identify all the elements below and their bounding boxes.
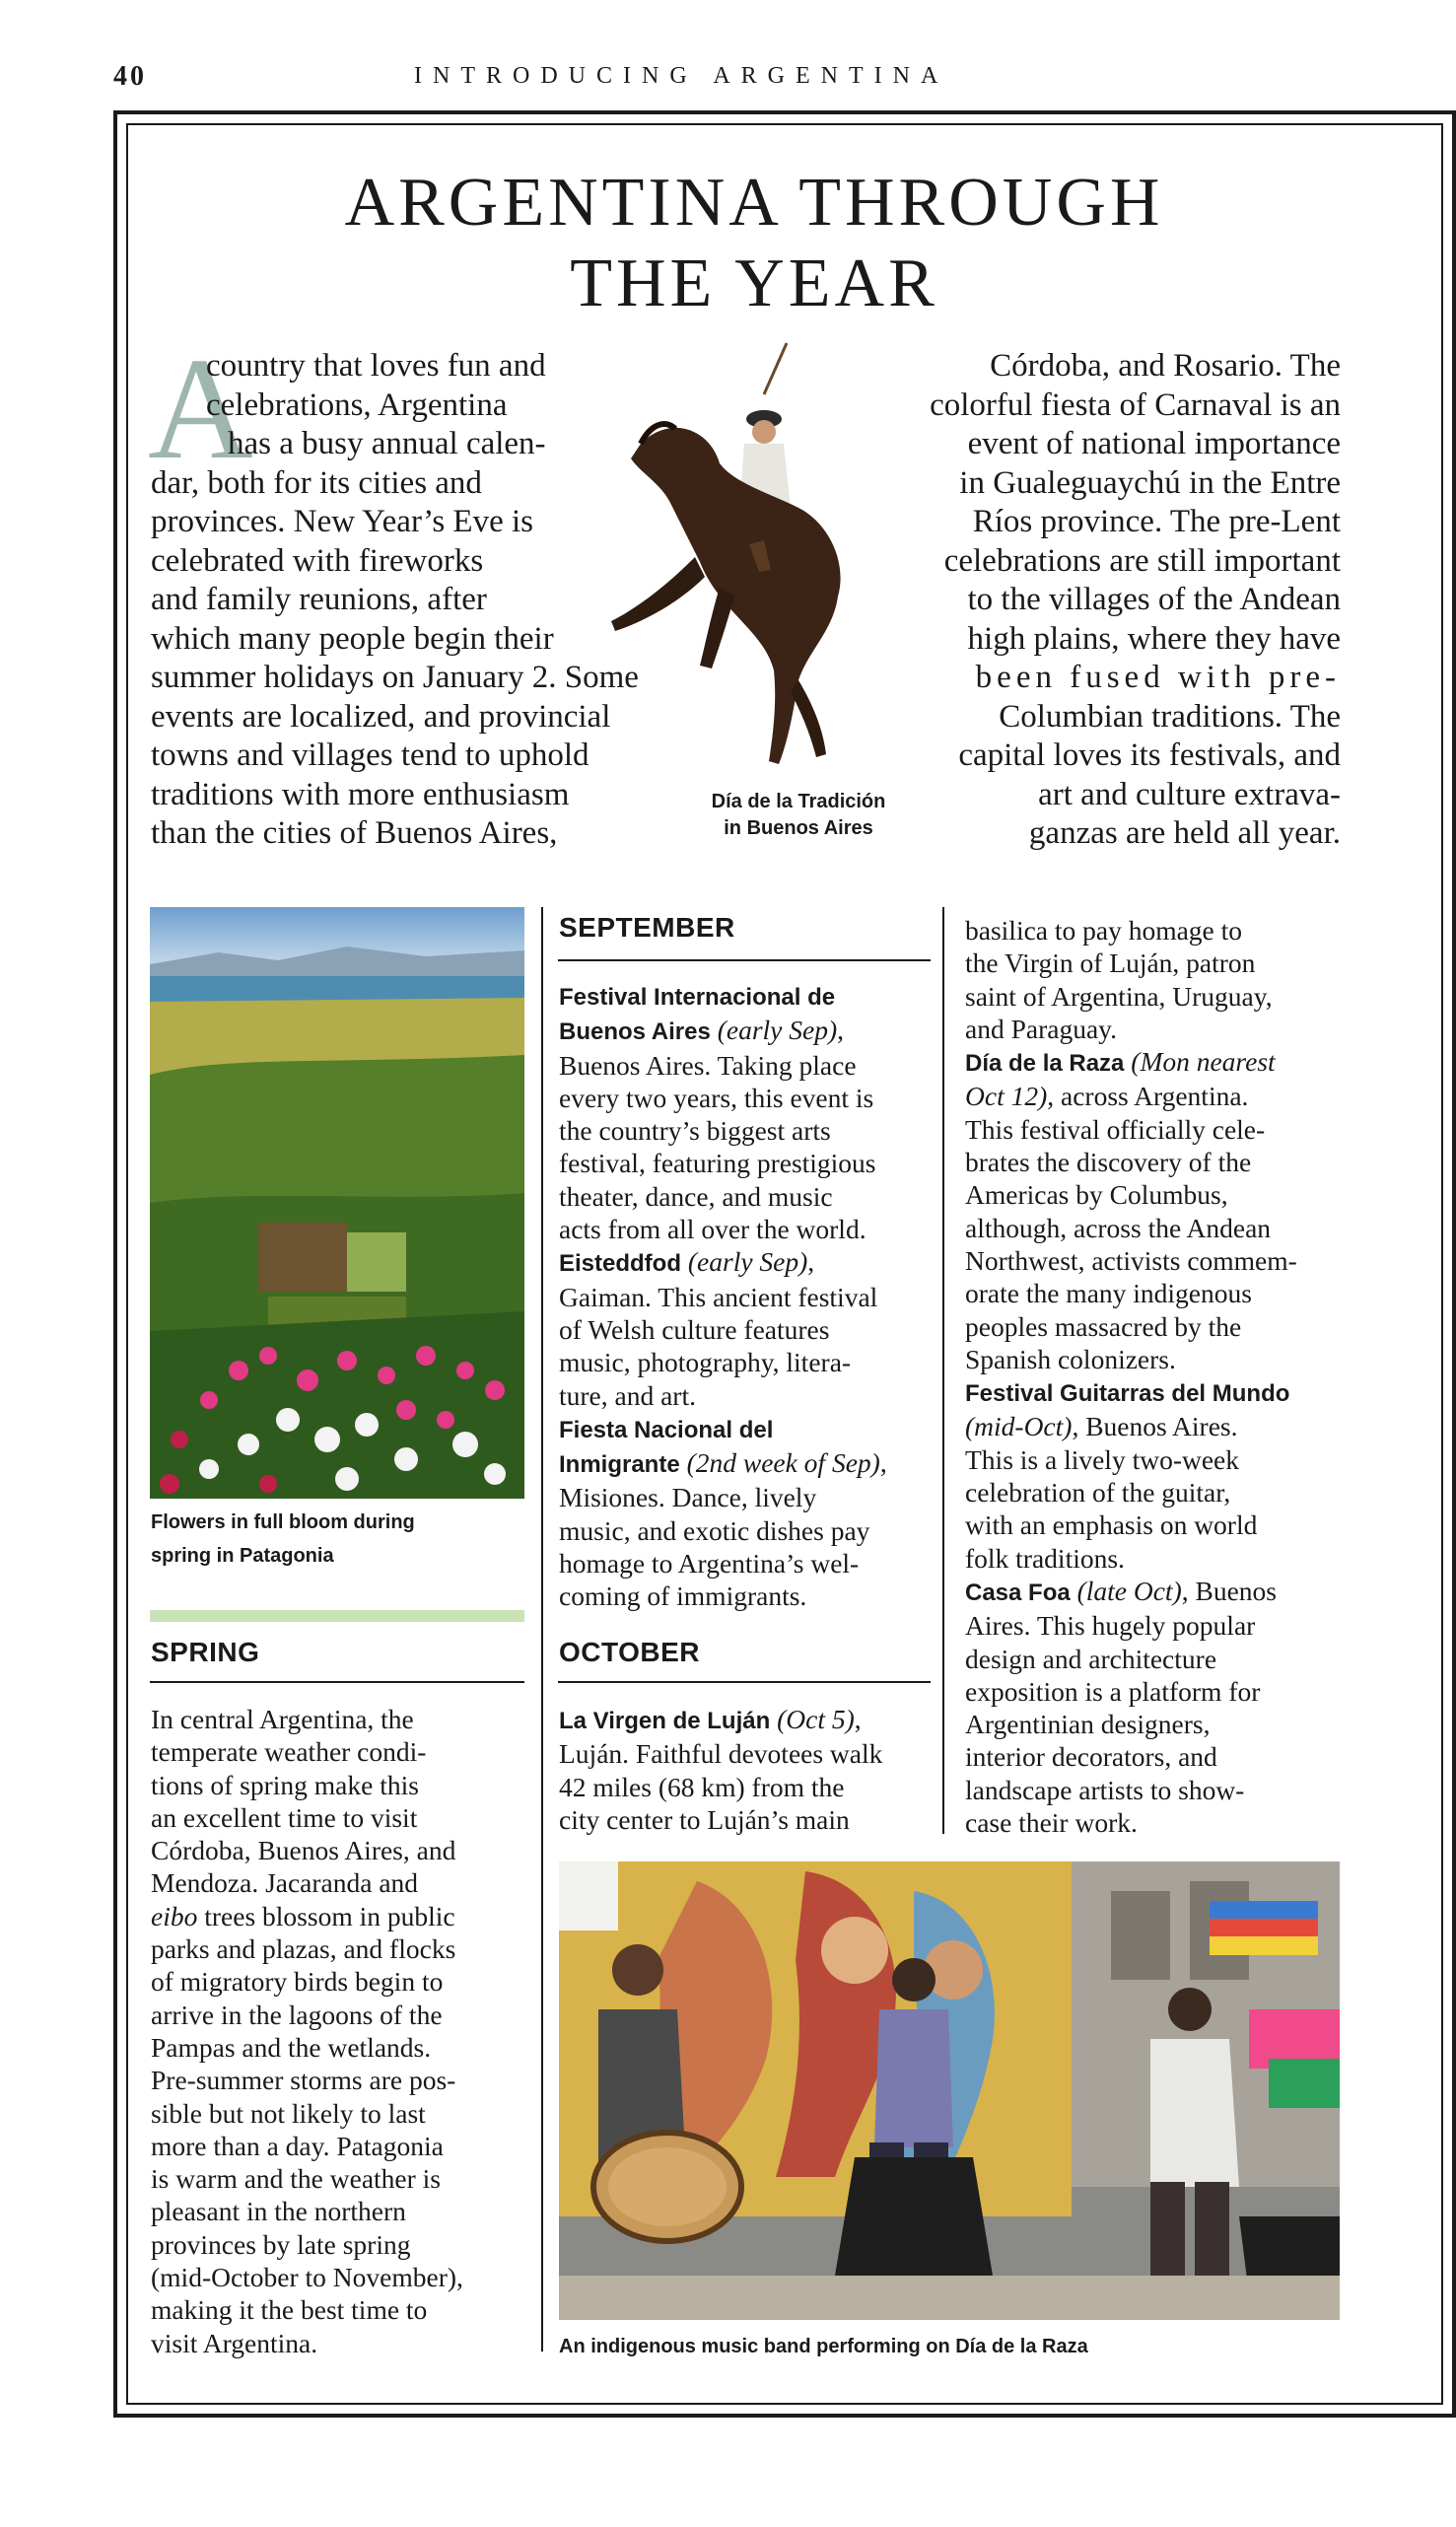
intro-line: in Gualeguaychú in the Entre: [959, 464, 1341, 501]
horse-caption-line: Día de la Tradición: [711, 791, 886, 812]
spring-text: [151, 1703, 535, 2359]
spring-line: pleasant in the northern: [151, 2196, 406, 2227]
spring-line: parks and plazas, and flocks: [151, 1933, 456, 1965]
event-date: (Mon nearest: [1124, 1046, 1276, 1078]
event-punct: ,: [879, 1447, 887, 1479]
spring-line: provinces by late spring: [151, 2228, 411, 2260]
event-date: (mid-Oct): [965, 1411, 1073, 1442]
event-line: of Welsh culture features: [559, 1313, 830, 1345]
spring-line: is warm and the weather is: [151, 2163, 442, 2195]
spring-line: In central Argentina, the: [151, 1704, 414, 1734]
spring-line: of migratory birds begin to: [151, 1966, 444, 1998]
spring-line: arrive in the lagoons of the: [151, 1999, 443, 2030]
music-band-photo: [559, 1861, 1340, 2320]
intro-line: been fused with pre-: [975, 660, 1341, 695]
event-line: Spanish colonizers.: [965, 1343, 1176, 1374]
event-line: saint of Argentina, Uruguay,: [965, 980, 1273, 1012]
event-line: theater, dance, and music: [559, 1180, 833, 1212]
event-punct: ,: [807, 1246, 815, 1278]
intro-line: than the cities of Buenos Aires,: [151, 815, 558, 851]
event-name: Día de la Raza: [965, 1050, 1125, 1078]
event-line: acts from all over the world.: [559, 1214, 867, 1245]
event-line: This festival officially cele-: [965, 1113, 1266, 1145]
event-date: (early Sep): [681, 1246, 808, 1278]
spring-line: tions of spring make this: [151, 1769, 419, 1800]
event-line: brates the discovery of the: [965, 1147, 1252, 1178]
event-name: Fiesta Nacional del: [559, 1416, 774, 1443]
intro-line: colorful fiesta of Carnaval is an: [930, 386, 1341, 423]
event-line: every two years, this event is: [559, 1082, 874, 1113]
intro-line: event of national importance: [967, 426, 1341, 461]
october-text: [559, 1703, 938, 1836]
event-title: [965, 1045, 1340, 1080]
event-date: Oct 12): [965, 1081, 1048, 1112]
heading-rule: [150, 1681, 524, 1683]
event-line: folk traditions.: [965, 1542, 1125, 1574]
event-line: music, photography, litera-: [559, 1347, 852, 1378]
eibo-term: eibo: [151, 1900, 198, 1931]
event-line: festival, featuring prestigious: [559, 1148, 876, 1179]
spring-line: Córdoba, Buenos Aires, and: [151, 1835, 456, 1866]
event-line: ture, and art.: [559, 1379, 696, 1411]
page-number: 40: [113, 61, 147, 92]
spring-line: more than a day. Patagonia: [151, 2130, 444, 2161]
intro-line: Córdoba, and Rosario. The: [990, 348, 1341, 384]
intro-line: provinces. New Year’s Eve is: [151, 504, 533, 539]
flowers-caption: [151, 1506, 525, 1573]
october-heading: OCTOBER: [559, 1637, 700, 1667]
event-punct: ,: [854, 1704, 862, 1734]
event-line: the country’s biggest arts: [559, 1115, 831, 1147]
event-title: [559, 1446, 938, 1481]
event-date: (early Sep): [710, 1015, 838, 1046]
section-accent-bar: [150, 1610, 524, 1622]
intro-line: celebrations are still important: [943, 542, 1341, 579]
event-line: Northwest, activists commem-: [965, 1244, 1297, 1276]
band-caption: An indigenous music band performing on Día de la Raza: [559, 2336, 1088, 2357]
event-line: music, and exotic dishes pay: [559, 1514, 870, 1546]
event-title: [965, 1575, 1340, 1609]
event-line: Luján. Faithful devotees walk: [559, 1738, 883, 1770]
event-title: [559, 1245, 938, 1280]
page-title: [138, 163, 1370, 324]
intro-line: ganzas are held all year.: [1028, 815, 1341, 851]
event-line: Buenos Aires. Taking place: [559, 1049, 857, 1081]
event-line: Aires. This hugely popular: [965, 1610, 1256, 1642]
event-title: [965, 1375, 1340, 1410]
intro-line: celebrated with fireworks: [151, 542, 484, 579]
event-name: La Virgen de Luján: [559, 1708, 771, 1734]
event-line: interior decorators, and: [965, 1741, 1217, 1773]
flowers-photo: [150, 907, 524, 1499]
spring-line: [151, 1900, 535, 1932]
event-title: [965, 1080, 1340, 1112]
spring-line: sible but not likely to last: [151, 2097, 426, 2129]
title-line-1: ARGENTINA THROUGH: [344, 165, 1164, 241]
event-line: landscape artists to show-: [965, 1774, 1245, 1805]
event-date: (late Oct): [1070, 1575, 1182, 1606]
event-title: [559, 1014, 938, 1048]
intro-right-column: [818, 347, 1341, 854]
event-name: Festival Internacional de: [559, 984, 836, 1011]
intro-line: and family reunions, after: [151, 582, 487, 617]
spring-line: Pre-summer storms are pos-: [151, 2065, 456, 2096]
intro-line: to the villages of the Andean: [967, 582, 1341, 617]
event-line: Americas by Columbus,: [965, 1179, 1228, 1211]
event-line: basilica to pay homage to: [965, 915, 1243, 946]
spring-heading: SPRING: [151, 1637, 260, 1667]
drop-cap: A: [148, 328, 253, 490]
intro-line: dar, both for its cities and: [151, 464, 482, 501]
event-line-rest: , across Argentina.: [1047, 1081, 1249, 1112]
september-heading: SEPTEMBER: [559, 912, 735, 943]
running-title: INTRODUCING ARGENTINA: [414, 63, 949, 89]
column-rule: [541, 907, 543, 2352]
horse-caption-line: in Buenos Aires: [724, 817, 873, 839]
spring-line-rest: trees blossom in public: [197, 1900, 455, 1931]
spring-line: an excellent time to visit: [151, 1801, 418, 1833]
event-name: Casa Foa: [965, 1579, 1071, 1606]
event-line: orate the many indigenous: [965, 1278, 1252, 1309]
event-line: Gaiman. This ancient festival: [559, 1281, 878, 1312]
event-title: [559, 979, 938, 1014]
event-name: Inmigrante: [559, 1451, 680, 1479]
event-line: city center to Luján’s main: [559, 1803, 850, 1835]
intro-line: Columbian traditions. The: [999, 698, 1341, 735]
event-name: Eisteddfod: [559, 1250, 681, 1278]
title-line-2: THE YEAR: [570, 246, 938, 321]
intro-line: which many people begin their: [151, 620, 554, 657]
intro-line: traditions with more enthusiasm: [151, 776, 570, 812]
intro-line: events are localized, and provincial: [151, 698, 611, 735]
event-title: [965, 1410, 1340, 1442]
event-title: [559, 1703, 938, 1737]
event-line: Argentinian designers,: [965, 1709, 1211, 1740]
spring-line: (mid-October to November),: [151, 2262, 463, 2293]
heading-rule: [558, 1681, 931, 1683]
spring-line: temperate weather condi-: [151, 1736, 427, 1768]
event-line: Misiones. Dance, lively: [559, 1482, 817, 1513]
event-line: exposition is a platform for: [965, 1675, 1261, 1707]
heading-rule: [558, 959, 931, 961]
intro-line: celebrations, Argentina: [206, 386, 508, 423]
intro-line: summer holidays on January 2. Some: [151, 660, 639, 695]
intro-line: high plains, where they have: [967, 620, 1341, 657]
event-date: (2nd week of Sep): [679, 1447, 880, 1479]
event-line: design and architecture: [965, 1643, 1217, 1674]
intro-line: towns and villages tend to uphold: [151, 737, 589, 773]
intro-line: art and culture extrava-: [1038, 776, 1341, 812]
event-line: This is a lively two-week: [965, 1443, 1239, 1475]
event-name: Festival Guitarras del Mundo: [965, 1380, 1290, 1408]
event-line-rest: , Buenos: [1181, 1575, 1277, 1606]
spring-line: visit Argentina.: [151, 2327, 318, 2358]
spring-line: Mendoza. Jacaranda and: [151, 1867, 419, 1899]
event-line: coming of immigrants.: [559, 1580, 807, 1612]
flowers-caption-line: Flowers in full bloom during: [151, 1511, 415, 1533]
event-date: (Oct 5): [770, 1704, 855, 1734]
event-line: case their work.: [965, 1807, 1138, 1839]
intro-line: capital loves its festivals, and: [958, 737, 1341, 773]
spring-line: making it the best time to: [151, 2294, 428, 2326]
october-continued-text: [965, 914, 1340, 1839]
event-line: homage to Argentina’s wel-: [559, 1548, 860, 1579]
event-line: and Paraguay.: [965, 1013, 1117, 1044]
event-title: [559, 1412, 938, 1446]
flowers-caption-line: spring in Patagonia: [151, 1545, 334, 1567]
intro-line: country that loves fun and: [206, 348, 546, 384]
spring-line: Pampas and the wetlands.: [151, 2031, 432, 2063]
intro-line: has a busy annual calen-: [228, 426, 546, 461]
event-line: with an emphasis on world: [965, 1509, 1258, 1541]
september-text: [559, 979, 938, 1613]
event-name: Buenos Aires: [559, 1018, 711, 1046]
event-line: celebration of the guitar,: [965, 1477, 1231, 1509]
event-punct: ,: [837, 1015, 844, 1046]
event-line: the Virgin of Luján, patron: [965, 948, 1256, 979]
event-line: 42 miles (68 km) from the: [559, 1771, 845, 1802]
event-line-rest: , Buenos Aires.: [1072, 1411, 1238, 1442]
column-rule: [942, 907, 944, 1834]
event-line: peoples massacred by the: [965, 1310, 1242, 1342]
intro-line: Ríos province. The pre-Lent: [972, 504, 1341, 539]
event-line: although, across the Andean: [965, 1212, 1272, 1243]
